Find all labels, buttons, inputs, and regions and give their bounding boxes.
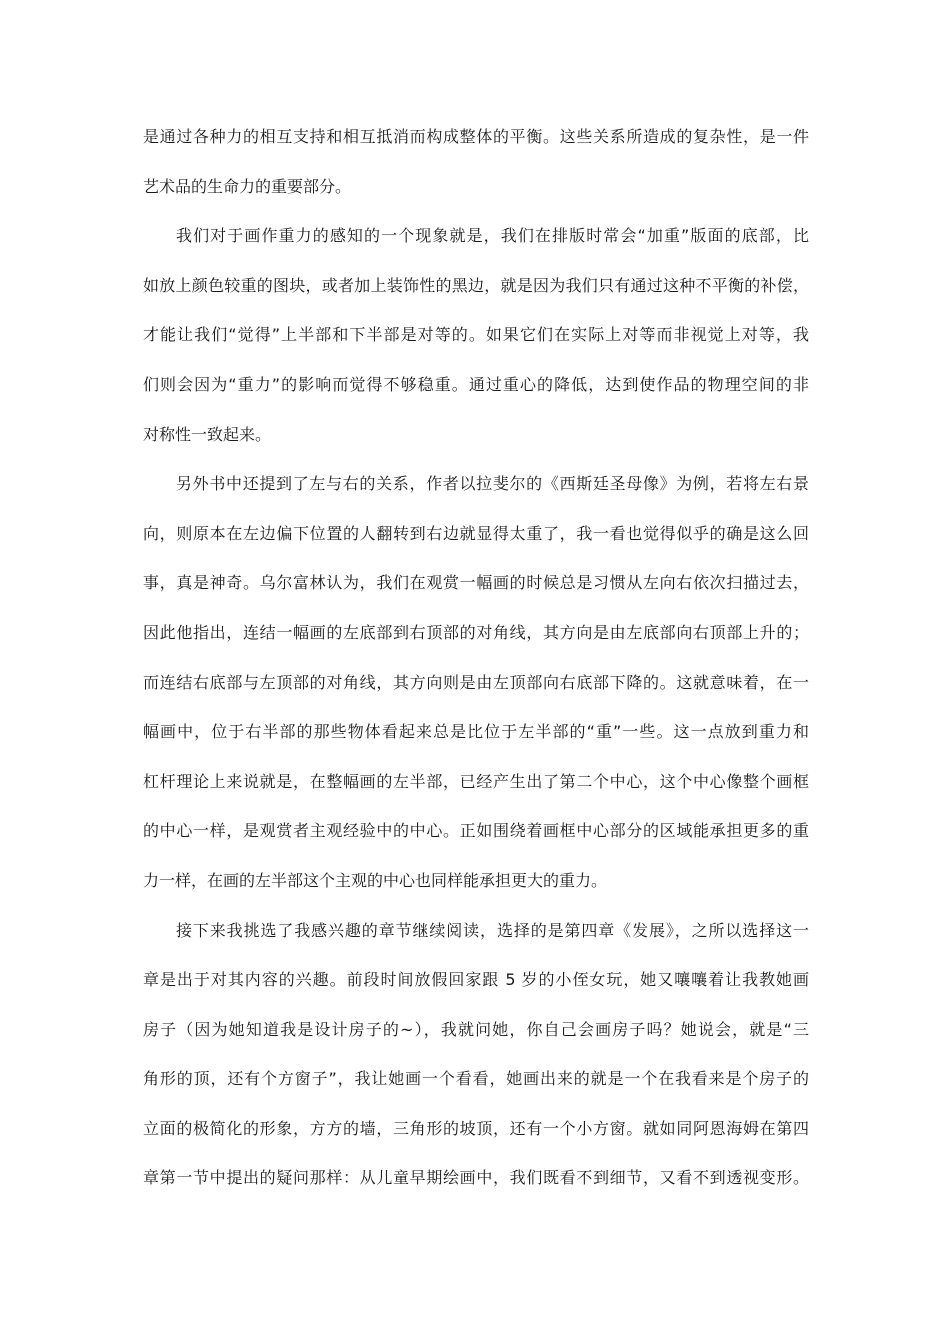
- text-line: 事，真是神奇。乌尔富林认为，我们在观赏一幅画的时候总是习惯从左向右依次扫描过去，: [143, 573, 809, 593]
- document-body: [143, 121, 809, 1212]
- text-line: 而连结右底部与左顶部的对角线，其方向则是由左顶部向右底部下降的。这就意味着，在一: [143, 672, 809, 692]
- text-line: 另外书中还提到了左与右的关系，作者以拉斐尔的《西斯廷圣母像》为例，若将左右景: [176, 474, 809, 494]
- text-line: 因此他指出，连结一幅画的左底部到右顶部的对角线，其方向是由左底部向右顶部上升的；: [143, 622, 809, 642]
- text-line: 接下来我挑选了我感兴趣的章节继续阅读，选择的是第四章《发展》，之所以选择这一: [176, 920, 809, 940]
- text-line: 对称性一致起来。: [143, 424, 272, 444]
- text-line: 幅画中，位于右半部的那些物体看起来总是比位于左半部的“重”一些。这一点放到重力和: [143, 722, 809, 742]
- text-line: 章是出于对其内容的兴趣。前段时间放假回家跟 5 岁的小侄女玩，她又嚷嚷着让我教她画: [143, 970, 809, 990]
- text-line: 章第一节中提出的疑问那样：从儿童早期绘画中，我们既看不到细节，又看不到透视变形。: [143, 1168, 809, 1188]
- text-line: 是通过各种力的相互支持和相互抵消而构成整体的平衡。这些关系所造成的复杂性，是一件: [143, 127, 809, 146]
- text-line: 立面的极简化的形象，方方的墙，三角形的坡顶，还有一个小方窗。就如同阿恩海姆在第四: [143, 1118, 809, 1138]
- text-line: 角形的顶，还有个方窗子”，我让她画一个看看，她画出来的就是一个在我看来是个房子的: [143, 1069, 809, 1089]
- text-line: 杠杆理论上来说就是，在整幅画的左半部，已经产生出了第二个中心，这个中心像整个画框: [143, 771, 809, 791]
- text-line: 向，则原本在左边偏下位置的人翻转到右边就显得太重了，我一看也觉得似乎的确是这么回: [143, 523, 809, 543]
- text-line: 我们对于画作重力的感知的一个现象就是，我们在排版时常会“加重”版面的底部，比: [176, 226, 809, 246]
- text-line: 房子（因为她知道我是设计房子的~），我就问她，你自己会画房子吗？她说会，就是“三: [143, 1019, 809, 1039]
- text-line: 如放上颜色较重的图块，或者加上装饰性的黑边，就是因为我们只有通过这种不平衡的补偿，: [143, 275, 809, 295]
- text-line: 艺术品的生命力的重要部分。: [143, 176, 352, 196]
- text-line: 力一样，在画的左半部这个主观的中心也同样能承担更大的重力。: [143, 870, 608, 890]
- text-line: 才能让我们“觉得”上半部和下半部是对等的。如果它们在实际上对等而非视觉上对等，我: [143, 325, 809, 345]
- text-line: 的中心一样，是观赏者主观经验中的中心。正如围绕着画框中心部分的区域能承担更多的重: [143, 821, 809, 841]
- text-line: 们则会因为“重力”的影响而觉得不够稳重。通过重心的降低，达到使作品的物理空间的非: [143, 374, 809, 394]
